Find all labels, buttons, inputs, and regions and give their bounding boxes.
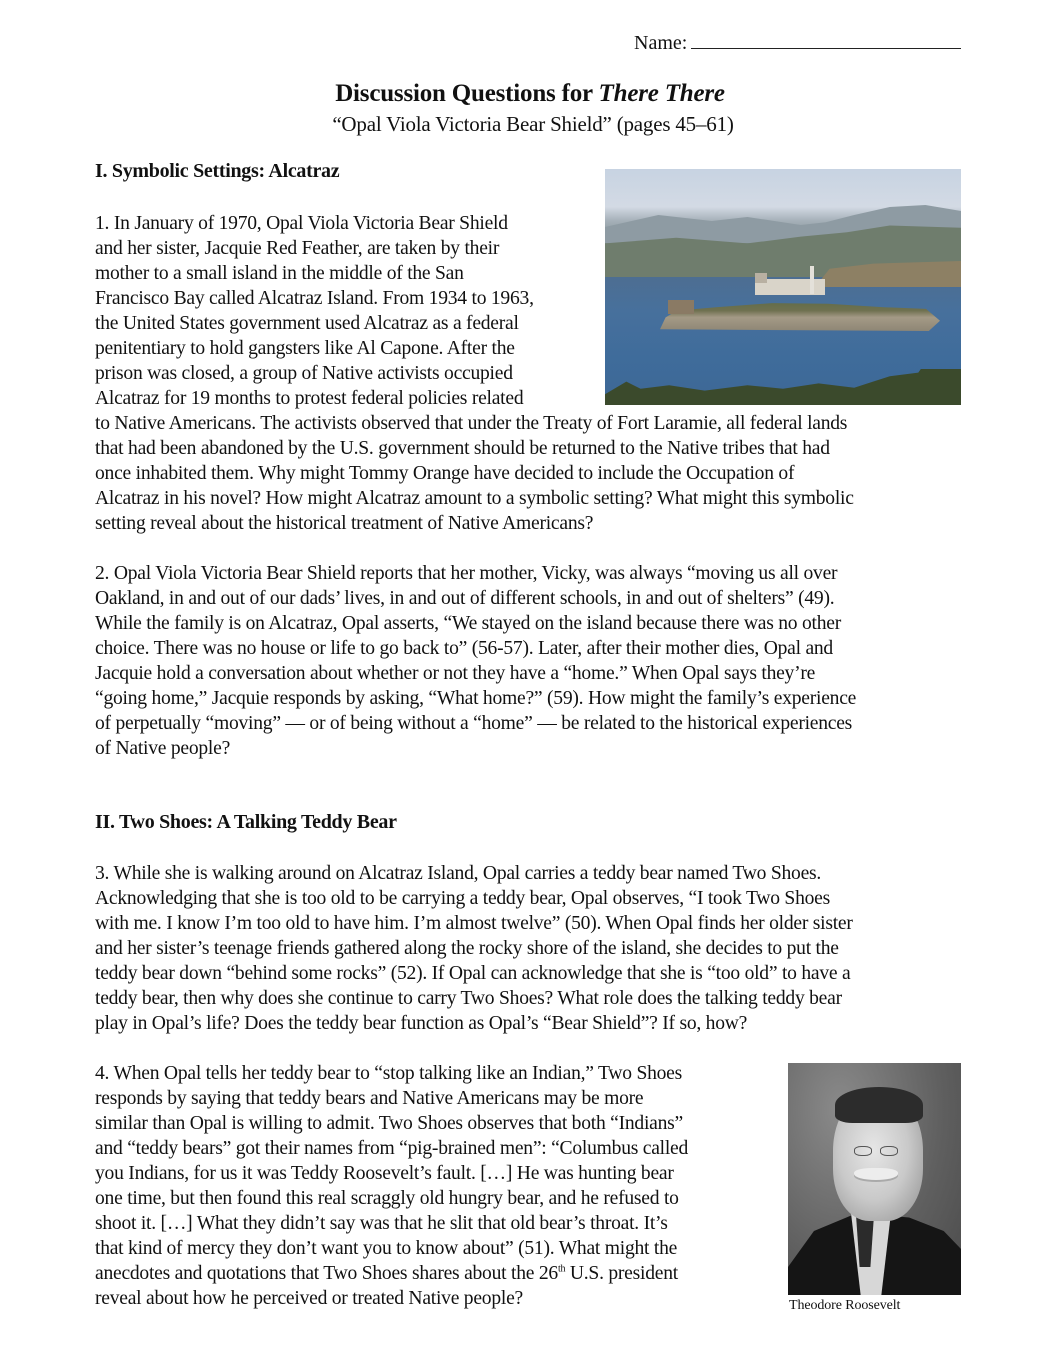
question-3-line: with me. I know I’m too old to have him. I’m almost twelve” (50). When Opal finds her older sister [95, 913, 853, 934]
question-4-line-text: anecdotes and quotations that Two Shoes shares about the 26 [95, 1263, 558, 1284]
question-2-line: “going home,” Jacquie responds by asking, “What home?” (59). How might the family’s experience [95, 688, 857, 709]
question-1-line: setting reveal about the historical treatment of Native Americans? [95, 513, 594, 534]
question-2-line: of Native people? [95, 738, 231, 759]
section-heading-alcatraz: I. Symbolic Settings: Alcatraz [95, 160, 340, 182]
question-4 [95, 1061, 688, 1311]
page-title [0, 80, 1050, 108]
question-4-line: responds by saying that teddy bears and Native Americans may be more [95, 1088, 644, 1109]
question-1-line: penitentiary to hold gangsters like Al Capone. After the [95, 338, 515, 359]
page-subtitle: “Opal Viola Victoria Bear Shield” (pages 45–61) [332, 112, 734, 136]
question-1-line: 1. In January of 1970, Opal Viola Victoria Bear Shield [95, 213, 508, 234]
question-3-line: 3. While she is walking around on Alcatraz Island, Opal carries a teddy bear named Two Shoes. [95, 863, 822, 884]
question-2-line: While the family is on Alcatraz, Opal asserts, “We stayed on the island because there was no other [95, 613, 841, 634]
question-4-line: you Indians, for us it was Teddy Roosevelt’s fault. […] He was hunting bear [95, 1163, 674, 1184]
question-4-line [95, 1261, 688, 1286]
title-prefix: Discussion Questions for [335, 80, 599, 107]
question-3-line: Acknowledging that she is too old to be carrying a teddy bear, Opal observes, “I took Two Shoes [95, 888, 830, 909]
question-4-line: that kind of mercy they don’t want you to know about” (51). What might the [95, 1238, 678, 1259]
portrait-moustache [854, 1168, 898, 1180]
name-label: Name: [634, 32, 688, 54]
question-1-line: that had been abandoned by the U.S. government should be returned to the Native tribes that had [95, 438, 830, 459]
question-1-line: to Native Americans. The activists observed that under the Treaty of Fort Laramie, all federal lands [95, 413, 848, 434]
question-4-line: 4. When Opal tells her teddy bear to “stop talking like an Indian,” Two Shoes [95, 1063, 683, 1084]
question-2-line: Jacquie hold a conversation about whether or not they have a “home.” When Opal says they’re [95, 663, 816, 684]
portrait-pince-nez-right [880, 1146, 898, 1156]
question-1-line: the United States government used Alcatraz as a federal [95, 313, 519, 334]
question-1-line: mother to a small island in the middle of the San [95, 263, 464, 284]
section-heading-two-shoes: II. Two Shoes: A Talking Teddy Bear [95, 811, 397, 833]
question-3-line: teddy bear, then why does she continue to carry Two Shoes? What role does the talking teddy bear [95, 988, 842, 1009]
question-1-line: Alcatraz for 19 months to protest federal policies related [95, 388, 524, 409]
question-3 [95, 861, 853, 1036]
question-1-line: Francisco Bay called Alcatraz Island. From 1934 to 1963, [95, 288, 534, 309]
question-4-line: and “teddy bears” got their names from “pig-brained men”: “Columbus called [95, 1138, 689, 1159]
question-1-line: prison was closed, a group of Native activists occupied [95, 363, 513, 384]
question-3-line: play in Opal’s life? Does the teddy bear function as Opal’s “Bear Shield”? If so, how? [95, 1013, 748, 1034]
portrait-caption: Theodore Roosevelt [789, 1298, 901, 1313]
book-title: There There [598, 80, 725, 107]
question-1-line: Alcatraz in his novel? How might Alcatraz amount to a symbolic setting? What might this symbolic [95, 488, 854, 509]
question-2-line: 2. Opal Viola Victoria Bear Shield reports that her mother, Vicky, was always “moving us all over [95, 563, 838, 584]
portrait-pince-nez-left [854, 1146, 872, 1156]
question-2 [95, 561, 856, 761]
question-3-line: and her sister’s teenage friends gathered along the rocky shore of the island, she decides to put the [95, 938, 839, 959]
question-2-line: choice. There was no house or life to go back to” (56-57). Later, after their mother dies, Opal and [95, 638, 833, 659]
question-1-line: and her sister, Jacquie Red Feather, are taken by their [95, 238, 500, 259]
question-1-line: once inhabited them. Why might Tommy Orange have decided to include the Occupation of [95, 463, 795, 484]
question-4-line: similar than Opal is willing to admit. Two Shoes observes that both “Indians” [95, 1113, 683, 1134]
question-3-line: teddy bear down “behind some rocks” (52). If Opal can acknowledge that she is “too old” to have a [95, 963, 851, 984]
question-4-line: reveal about how he perceived or treated Native people? [95, 1288, 523, 1309]
question-4-line: shoot it. […] What they didn’t say was that he slit that old bear’s throat. It’s [95, 1213, 668, 1234]
question-2-line: Oakland, in and out of our dads’ lives, in and out of different schools, in and out of shelters” (49). [95, 588, 835, 609]
name-blank-line[interactable] [691, 30, 961, 49]
portrait-hair [835, 1087, 923, 1123]
question-2-line: of perpetually “moving” — or of being without a “home” — be related to the historical experiences [95, 713, 853, 734]
roosevelt-portrait [788, 1063, 961, 1295]
question-4-line: one time, but then found this real scraggly old hungry bear, and he refused to [95, 1188, 679, 1209]
name-field-row [634, 30, 961, 55]
question-1 [95, 211, 854, 536]
ordinal-superscript: th [557, 1263, 566, 1275]
question-4-line-tail: U.S. president [565, 1263, 678, 1284]
